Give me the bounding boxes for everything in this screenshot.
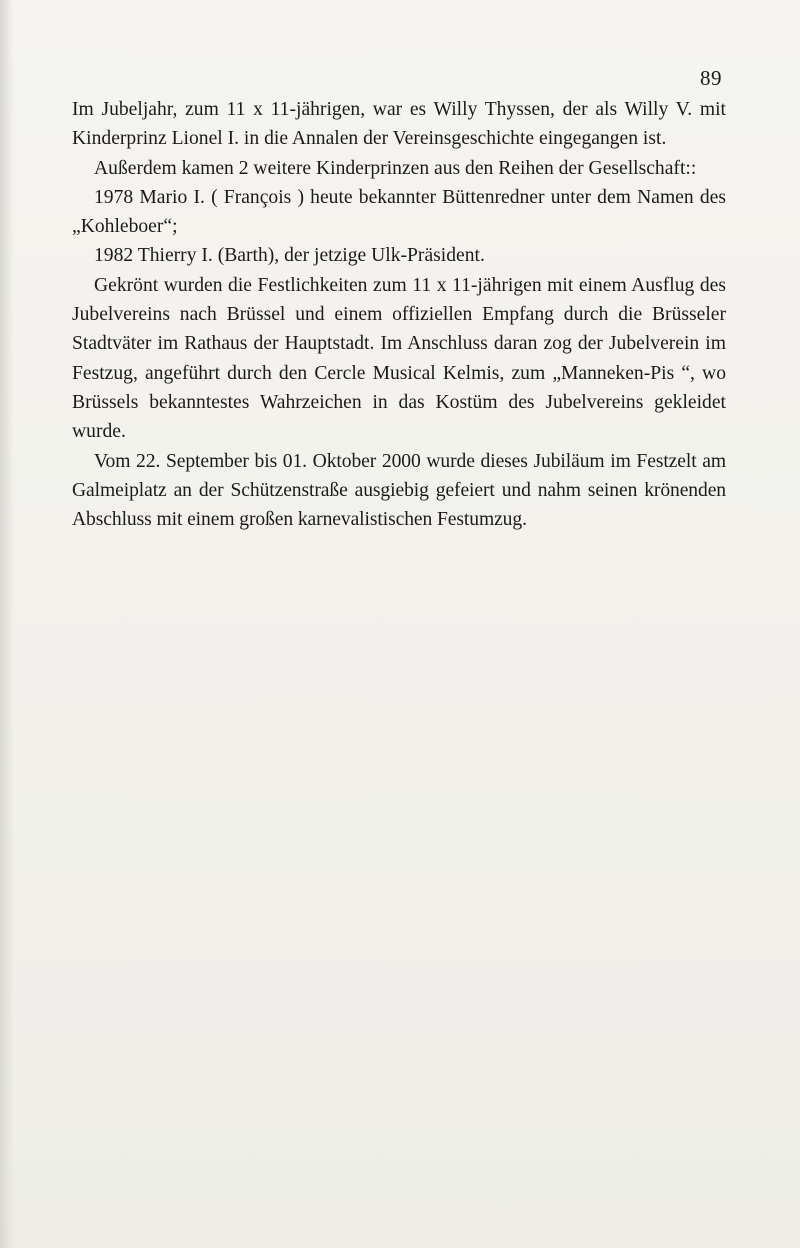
paragraph-thierry: 1982 Thierry I. (Barth), der jetzige Ulk-Präsident.: [94, 245, 485, 267]
body-text: [72, 95, 726, 534]
paragraph-mario: 1978 Mario I. ( François ) heute bekannter Büttenredner unter dem Namen des „Kohleboer“;: [72, 186, 726, 238]
page-gutter-shadow: [0, 0, 14, 1248]
paragraph-jubeljahr: Im Jubeljahr, zum 11 x 11-jährigen, war es Willy Thyssen, der als Willy V. mit Kinderprinz Lionel I. in die Annalen der Vereinsgeschichte eingegangen ist.: [72, 99, 726, 150]
paragraph-jubilaeum-2000: Vom 22. September bis 01. Oktober 2000 wurde dieses Jubiläum im Festzelt am Galmeiplatz an der Schützenstraße ausgiebig gefeiert und nahm seinen krönenden Abschluss mit einem großen karnevalistischen Festumzug.: [72, 450, 726, 531]
paragraph-brussel-ausflug: Gekrönt wurden die Festlichkeiten zum 11 x 11-jährigen mit einem Ausflug des Jubelvereins nach Brüssel und einem offiziellen Empfang durch die Brüsseler Stadtväter im Rathaus der Hauptstadt. Im Anschluss daran zog der Jubelverein im Festzug, angeführt durch den Cercle Musical Kelmis, zum „Manneken-Pis “, wo Brüssels bekanntestes Wahrzeichen in das Kostüm des Jubelvereins gekleidet wurde.: [72, 274, 726, 443]
page-number: 89: [700, 66, 722, 90]
paragraph-kinderprinzen: Außerdem kamen 2 weitere Kinderprinzen aus den Reihen der Gesellschaft::: [94, 157, 697, 179]
